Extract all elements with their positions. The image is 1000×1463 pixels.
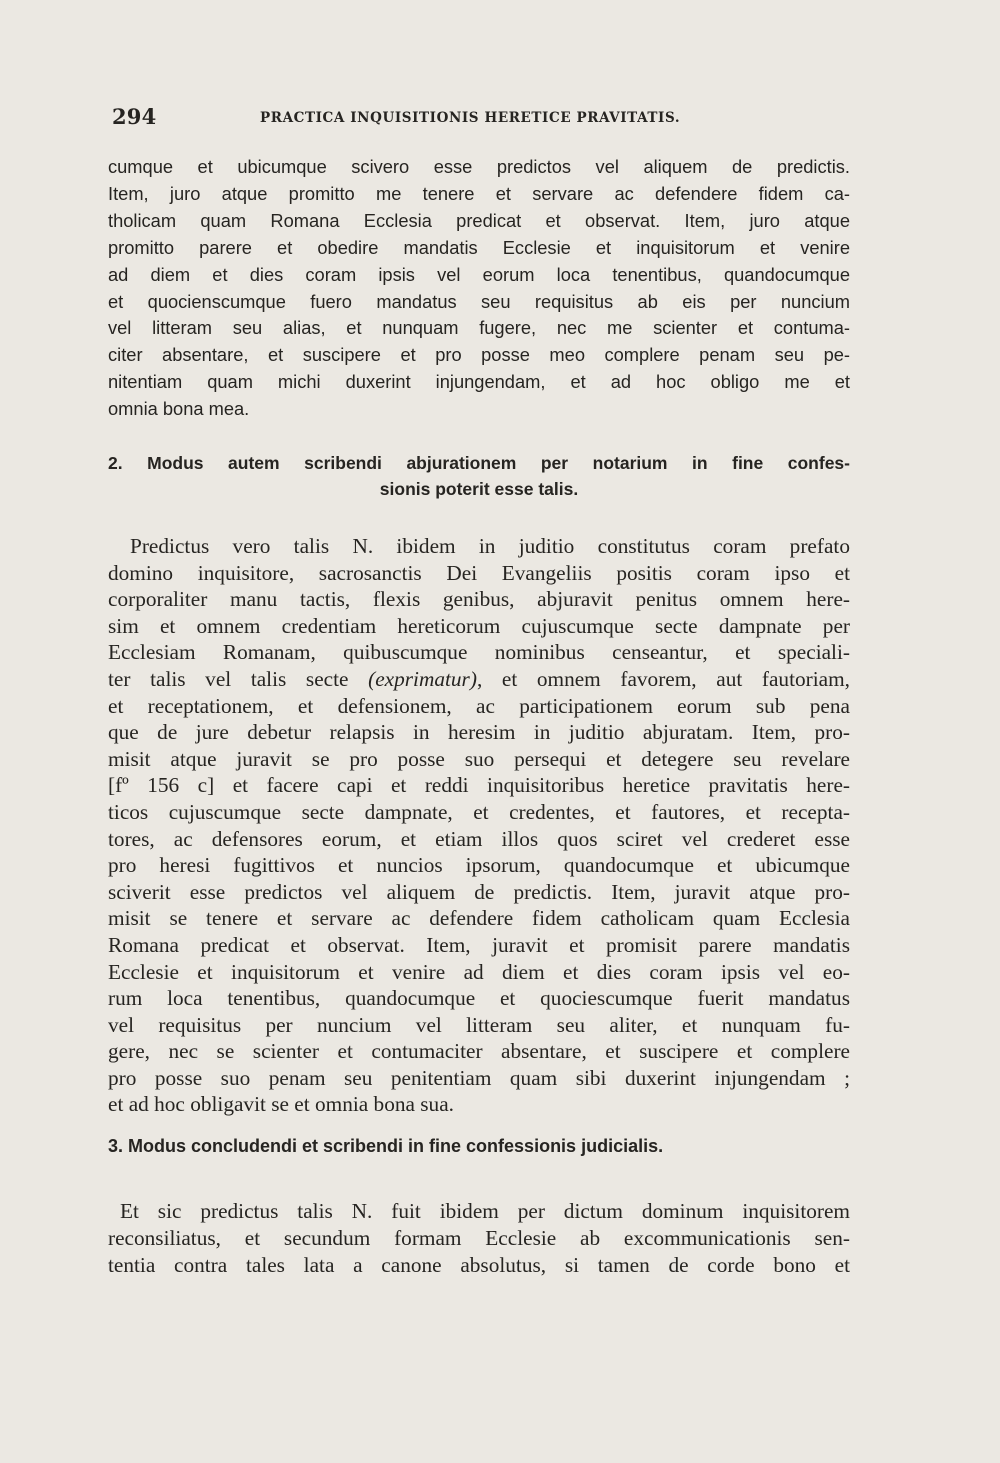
text-line: citer absentare, et suscipere et pro posse meo complere penam seu pe- xyxy=(108,344,850,366)
section-3-paragraph xyxy=(108,1198,850,1279)
text-line: sciverit esse predictos vel aliquem de predictis. Item, juravit atque pro- xyxy=(108,879,850,904)
text-line: Predictus vero talis N. ibidem in juditio constitutus coram prefato xyxy=(130,534,850,558)
section-2-paragraph xyxy=(108,533,850,1118)
text-line: omnia bona mea. xyxy=(108,398,250,420)
running-title: PRACTICA INQUISITIONIS HERETICE PRAVITATIS. xyxy=(260,110,681,126)
text-line: et receptationem, et defensionem, ac participationem eorum sub pena xyxy=(108,693,850,718)
text-line: reconsiliatus, et secundum formam Ecclesie ab excommunicationis sen- xyxy=(108,1226,850,1250)
text-line: sim et omnem credentiam hereticorum cujuscumque secte dampnate per xyxy=(108,613,850,638)
page-header xyxy=(108,104,850,134)
section-3-heading-text: 3. Modus concludendi et scribendi in fine confessionis judicialis. xyxy=(108,1136,664,1156)
text-line: nitentiam quam michi duxerint injungendam, et ad hoc obligo me et xyxy=(108,371,850,393)
paragraph-1 xyxy=(108,154,850,423)
text-line: que de jure debetur relapsis in heresim in juditio abjuratam. Item, pro- xyxy=(108,720,850,745)
text-line: ticos cujuscumque secte dampnate, et credentes, et fautores, et recepta- xyxy=(108,799,850,824)
text-line: pro posse suo penam seu penitentiam quam sibi duxerint injungendam ; xyxy=(108,1065,850,1090)
text-line: cumque et ubicumque scivero esse predictos vel aliquem de predictis. xyxy=(108,156,850,177)
text-line: tores, ac defensores eorum, et etiam illos quos sciret vel crederet esse xyxy=(108,826,850,851)
text-line: Ecclesiam Romanam, quibuscumque nominibus censeantur, et speciali- xyxy=(108,640,850,665)
italic-insert: (exprimatur) xyxy=(368,666,477,691)
section-2-heading-line-2: sionis poterit esse talis. xyxy=(379,479,579,499)
text-line: et ad hoc obligavit se et omnia bona sua. xyxy=(108,1092,454,1117)
text-line: vel requisitus per nuncium vel litteram seu aliter, et nunquam fu- xyxy=(108,1012,850,1037)
text-line: rum loca tenentibus, quandocumque et quociescumque fuerit mandatus xyxy=(108,986,850,1011)
text-line-tail: , et omnem favorem, aut fautoriam, xyxy=(476,666,850,691)
text-line: misit atque juravit se pro posse suo persequi et detegere seu revelare xyxy=(108,746,850,771)
text-line: tentia contra tales lata a canone absolutus, si tamen de corde bono et xyxy=(108,1253,850,1277)
text-line: Romana predicat et observat. Item, juravit et promisit parere mandatis xyxy=(108,932,850,957)
section-2-heading-line-1: 2. Modus autem scribendi abjurationem per notarium in fine confes- xyxy=(108,453,850,473)
text-line: corporaliter manu tactis, flexis genibus, abjuravit penitus omnem here- xyxy=(108,587,850,612)
section-3-heading xyxy=(108,1133,850,1159)
text-line: gere, nec se scienter et contumaciter absentare, et suscipere et complere xyxy=(108,1039,850,1064)
text-line: pro heresi fugittivos et nuncios ipsorum, quandocumque et ubicumque xyxy=(108,853,850,878)
text-line: promitto parere et obedire mandatis Ecclesie et inquisitorum et venire xyxy=(108,236,850,258)
text-line: tholicam quam Romana Ecclesia predicat et observat. Item, juro atque xyxy=(108,209,850,231)
section-2-heading xyxy=(108,450,850,502)
text-line: ad diem et dies coram ipsis vel eorum loca tenentibus, quandocumque xyxy=(108,263,850,285)
text-line: misit se tenere et servare ac defendere fidem catholicam quam Ecclesia xyxy=(108,906,850,931)
text-line: domino inquisitore, sacrosanctis Dei Evangeliis positis coram ipso et xyxy=(108,560,850,585)
text-line: et quocienscumque fuero mandatus seu requisitus ab eis per nuncium xyxy=(108,290,850,312)
text-line-start: ter talis vel talis secte xyxy=(108,666,349,691)
text-line: Et sic predictus talis N. fuit ibidem per dictum dominum inquisitorem xyxy=(120,1199,850,1223)
page-number: 294 xyxy=(112,104,157,129)
text-line: Item, juro atque promitto me tenere et servare ac defendere fidem ca- xyxy=(108,182,850,204)
text-line: [fº 156 c] et facere capi et reddi inquisitoribus heretice pravitatis here- xyxy=(108,773,850,798)
text-line-with-italic xyxy=(108,666,850,693)
text-line: vel litteram seu alias, et nunquam fugere, nec me scienter et contuma- xyxy=(108,317,850,339)
text-line: Ecclesie et inquisitorum et venire ad diem et dies coram ipsis vel eo- xyxy=(108,959,850,984)
